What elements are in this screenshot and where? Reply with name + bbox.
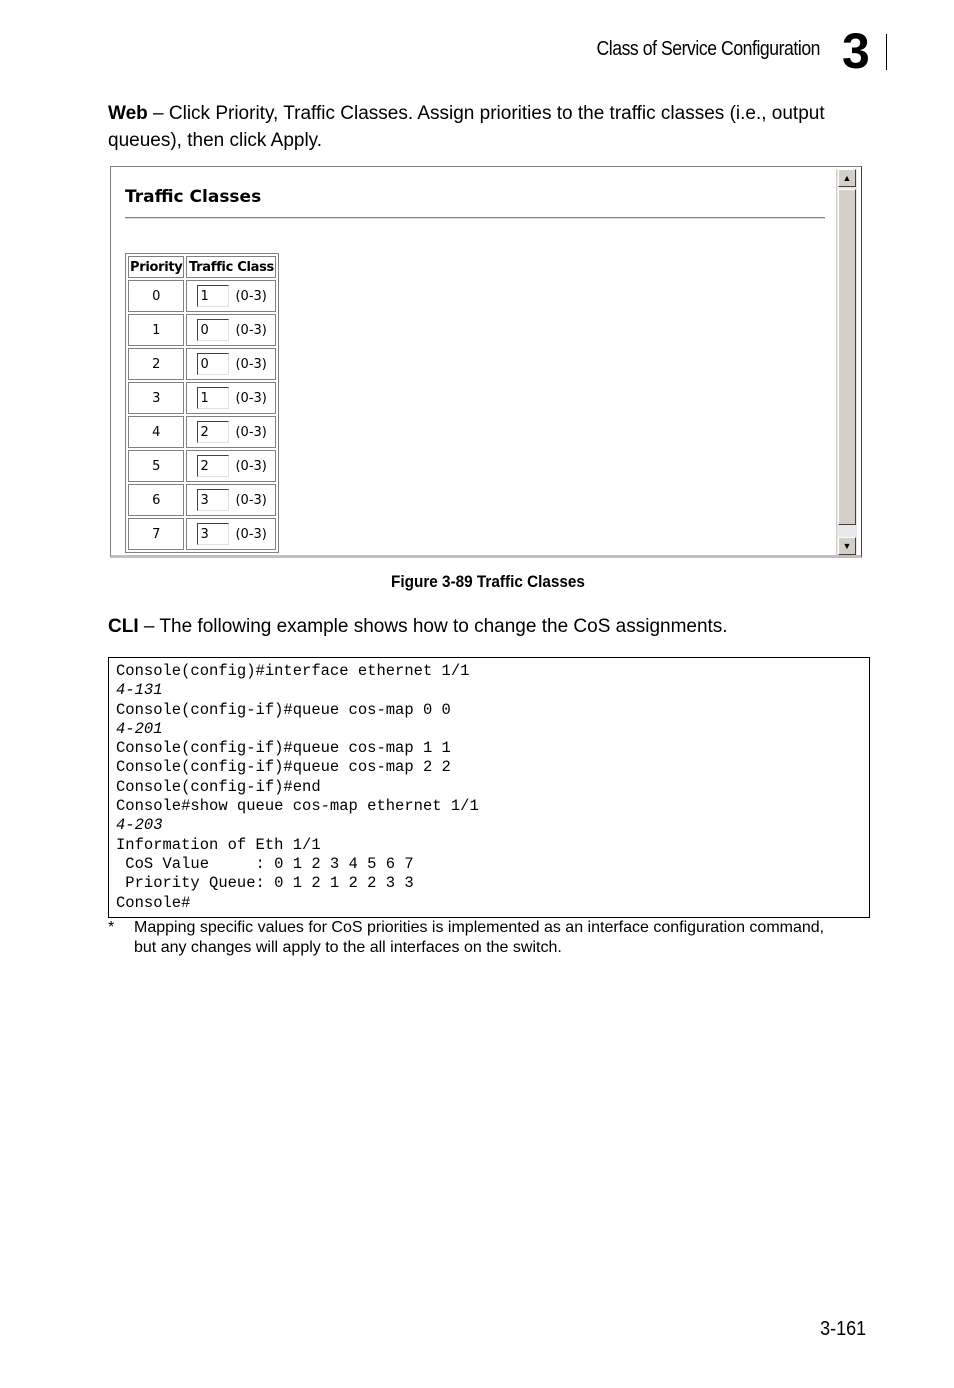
range-label: (0-3): [235, 356, 267, 372]
priority-cell: 2: [128, 348, 184, 380]
traffic-class-input[interactable]: [197, 319, 229, 341]
range-label: (0-3): [235, 492, 267, 508]
command-reference: 4-131: [116, 681, 163, 700]
traffic-classes-screenshot: [110, 166, 862, 558]
cli-lead: CLI: [108, 616, 139, 637]
code-line: Console#: [116, 893, 191, 912]
footnote: [108, 918, 828, 958]
priority-cell: 1: [128, 314, 184, 346]
scroll-thumb[interactable]: [838, 189, 856, 525]
table-row: [128, 484, 276, 516]
priority-cell: 6: [128, 484, 184, 516]
table-row: [128, 416, 276, 448]
code-line: Console(config-if)#queue cos-map 2 2: [116, 758, 451, 777]
range-label: (0-3): [235, 288, 267, 304]
screenshot-title: Traffic Classes: [125, 187, 262, 207]
intro-text: – Click Priority, Traffic Classes. Assign priorities to the traffic classes (i.e., output queues), then click Apply.: [108, 103, 825, 151]
traffic-class-cell: [186, 416, 276, 448]
traffic-class-cell: [186, 280, 276, 312]
traffic-class-cell: [186, 348, 276, 380]
range-label: (0-3): [235, 390, 267, 406]
traffic-class-cell: [186, 382, 276, 414]
chapter-number: 3: [842, 23, 870, 79]
cli-paragraph: [108, 613, 868, 640]
code-line: Priority Queue: 0 1 2 1 2 2 3 3: [116, 874, 414, 893]
cli-text: – The following example shows how to change the CoS assignments.: [138, 616, 728, 637]
footnote-mark: *: [108, 919, 115, 936]
arrow-down-icon: ▼: [842, 541, 852, 551]
traffic-class-input[interactable]: [197, 387, 229, 409]
footnote-text: Mapping specific values for CoS priorities is implemented as an interface configuration command, but any changes will apply to the all interfaces on the switch.: [134, 919, 825, 956]
table-header-row: [128, 256, 276, 278]
code-line: Console(config)#interface ethernet 1/1: [116, 662, 470, 680]
code-example: [108, 657, 870, 918]
range-label: (0-3): [235, 458, 267, 474]
title-divider: [125, 217, 825, 219]
table-row: [128, 518, 276, 550]
traffic-class-input[interactable]: [197, 489, 229, 511]
priority-cell: 0: [128, 280, 184, 312]
range-label: (0-3): [235, 424, 267, 440]
header-title: Class of Service Configuration: [596, 38, 820, 60]
traffic-class-input[interactable]: [197, 421, 229, 443]
code-line: CoS Value : 0 1 2 3 4 5 6 7: [116, 854, 414, 873]
traffic-class-cell: [186, 450, 276, 482]
chapter-rule: [886, 34, 887, 70]
traffic-class-input[interactable]: [197, 455, 229, 477]
code-line: Console#show queue cos-map ethernet 1/1: [116, 797, 479, 816]
scroll-up-button[interactable]: [838, 169, 856, 187]
table-row: [128, 382, 276, 414]
traffic-class-cell: [186, 314, 276, 346]
range-label: (0-3): [235, 322, 267, 338]
range-label: (0-3): [235, 526, 267, 542]
column-header-priority: Priority: [128, 256, 184, 278]
scroll-down-button[interactable]: [838, 537, 856, 555]
table-row: [128, 450, 276, 482]
command-reference: 4-201: [116, 719, 163, 738]
intro-paragraph: [108, 100, 868, 154]
traffic-class-input[interactable]: [197, 285, 229, 307]
arrow-up-icon: ▲: [842, 173, 852, 183]
traffic-class-cell: [186, 484, 276, 516]
priority-cell: 7: [128, 518, 184, 550]
traffic-class-input[interactable]: [197, 353, 229, 375]
table-row: [128, 348, 276, 380]
priority-cell: 5: [128, 450, 184, 482]
column-header-traffic-class: Traffic Class: [186, 256, 276, 278]
intro-lead: Web: [108, 103, 148, 124]
traffic-class-input[interactable]: [197, 523, 229, 545]
table-row: [128, 314, 276, 346]
traffic-class-table: [125, 253, 279, 553]
table-row: [128, 280, 276, 312]
figure-caption: Figure 3-89 Traffic Classes: [391, 572, 585, 591]
code-line: Console(config-if)#end: [116, 777, 321, 796]
code-line: Console(config-if)#queue cos-map 1 1: [116, 739, 451, 758]
page-number: 3-161: [819, 1318, 866, 1340]
priority-cell: 3: [128, 382, 184, 414]
vertical-scrollbar[interactable]: [836, 169, 857, 555]
command-reference: 4-203: [116, 816, 163, 835]
priority-cell: 4: [128, 416, 184, 448]
code-line: Console(config-if)#queue cos-map 0 0: [116, 700, 451, 719]
code-line: Information of Eth 1/1: [116, 835, 321, 854]
traffic-class-cell: [186, 518, 276, 550]
